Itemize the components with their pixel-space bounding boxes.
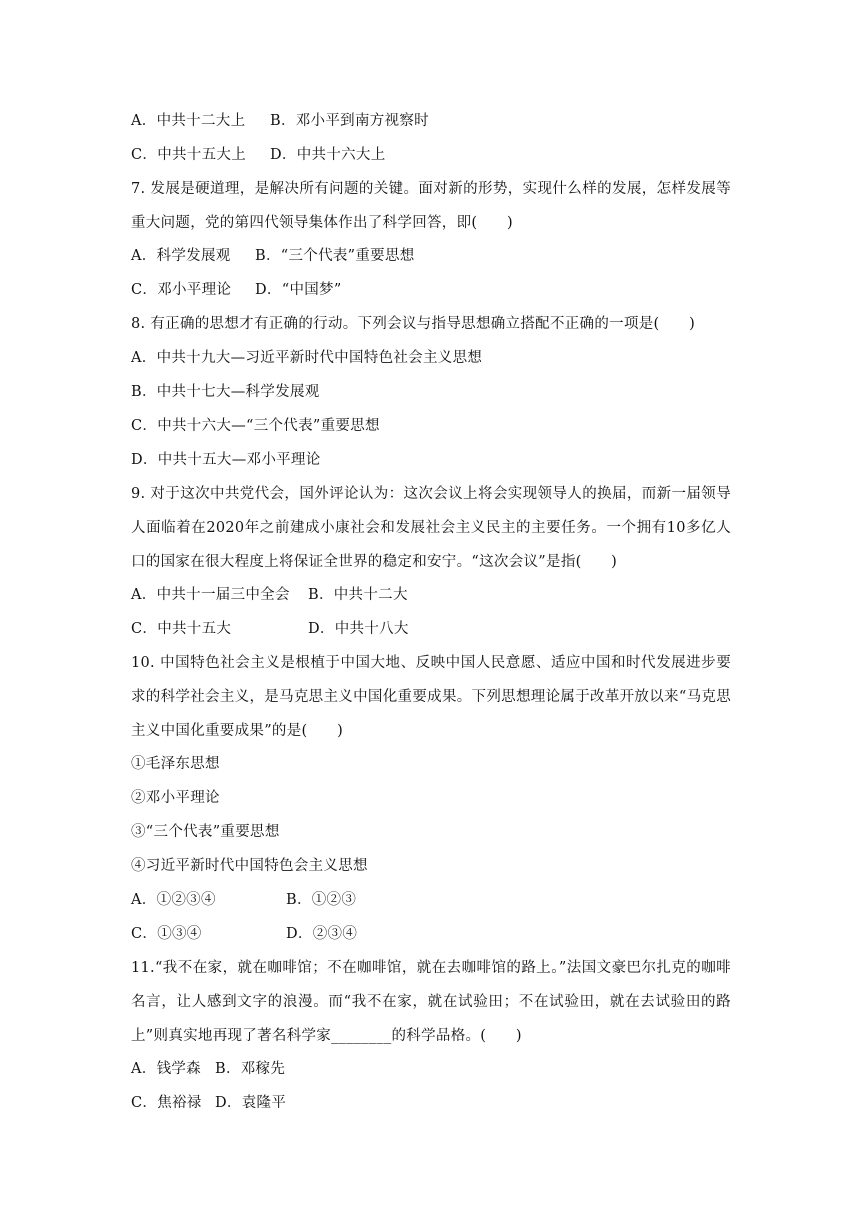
- q10-option-d: D．②③④: [286, 926, 358, 942]
- q6-option-b: B．邓小平到南方视察时: [270, 113, 429, 129]
- q11-option-c: C．焦裕禄: [131, 1095, 202, 1111]
- q10-item-4: ④习近平新时代中国特色会主义思想: [131, 858, 368, 874]
- q10-item-2: ②邓小平理论: [131, 790, 220, 806]
- q8-option-a: A．中共十九大—习近平新时代中国特色社会主义思想: [131, 350, 483, 366]
- q11-option-b: B．邓稼先: [215, 1061, 286, 1077]
- q10-item-1: ①毛泽东思想: [131, 756, 220, 772]
- q9-option-d: D．中共十八大: [308, 621, 409, 637]
- q10-option-a: A．①②③④: [131, 892, 216, 908]
- q10-option-c: C．①③④: [131, 926, 202, 942]
- q11-stem: 11.“我不在家，就在咖啡馆；不在咖啡馆，就在去咖啡馆的路上。”法国文豪巴尔扎克的咖啡名言，让人感到文字的浪漫。而“我不在家，就在试验田；不在试验田，就在去试验田的路上”则真实地再现了著名科学家________的科学品格。( ): [131, 960, 731, 1044]
- q9-option-a: A．中共十一届三中全会: [131, 587, 290, 603]
- q9-stem: 9. 对于这次中共党代会，国外评论认为：这次会议上将会实现领导人的换届，而新一届领导人面临着在2020年之前建成小康社会和发展社会主义民主的主要任务。一个拥有10多亿人口的国家在很大程度上将保证全世界的稳定和安宁。“这次会议”是指( ): [131, 486, 731, 570]
- q10-option-b: B．①②③: [286, 892, 357, 908]
- q8-option-b: B．中共十七大—科学发展观: [131, 384, 320, 400]
- q9-option-c: C．中共十五大: [131, 621, 232, 637]
- q8-option-c: C．中共十六大—“三个代表”重要思想: [131, 418, 380, 434]
- q10-stem: 10. 中国特色社会主义是根植于中国大地、反映中国人民意愿、适应中国和时代发展进步要求的科学社会主义，是马克思主义中国化重要成果。下列思想理论属于改革开放以来“马克思主义中国化重要成果”的是( ): [131, 655, 731, 739]
- q7-option-a: A．科学发展观: [131, 248, 231, 264]
- q6-option-c: C．中共十五大上: [131, 147, 246, 163]
- q11-option-a: A．钱学森: [131, 1061, 201, 1077]
- q6-option-a: A．中共十二大上: [131, 113, 246, 129]
- q6-option-d: D．中共十六大上: [270, 147, 386, 163]
- q7-option-d: D．“中国梦”: [255, 282, 342, 298]
- q8-stem: 8. 有正确的思想才有正确的行动。下列会议与指导思想确立搭配不正确的一项是( ): [131, 316, 696, 332]
- q7-option-c: C．邓小平理论: [131, 282, 232, 298]
- q9-option-b: B．中共十二大: [308, 587, 408, 603]
- q7-option-b: B．“三个代表”重要思想: [255, 248, 415, 264]
- q8-option-d: D．中共十五大—邓小平理论: [131, 452, 321, 468]
- q11-option-d: D．袁隆平: [215, 1095, 287, 1111]
- q10-item-3: ③“三个代表”重要思想: [131, 824, 280, 840]
- q7-stem: 7. 发展是硬道理，是解决所有问题的关键。面对新的形势，实现什么样的发展，怎样发展等重大问题，党的第四代领导集体作出了科学回答，即( ): [131, 181, 731, 231]
